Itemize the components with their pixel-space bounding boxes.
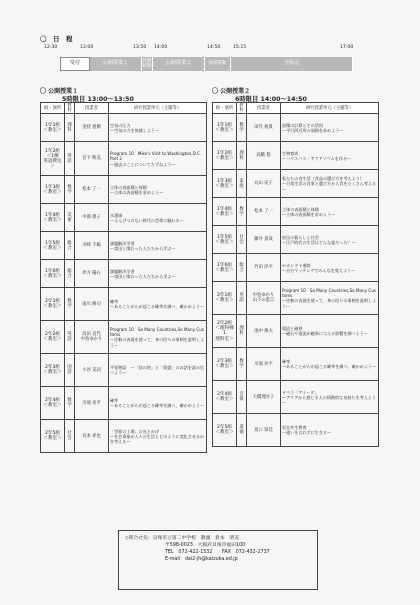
lesson-row [41,354,207,387]
teacher-cell: 高橋 悠 [247,142,281,170]
teacher-cell: 中澤 理子 [75,204,109,232]
contact-label: ◇問合せ先： [125,536,153,541]
teacher-cell: 川崎 千鶴 [75,232,109,260]
lesson-row [41,260,207,288]
lesson-row [41,142,207,176]
teacher-cell: 川端 亮平 [247,348,281,381]
class-cell: 1年5組 ＜教室＞ [213,226,237,254]
lesson-title-cell: 課題解決学習 ～富田と関わった人たちから学ぶ～ [109,260,207,288]
teacher-cell: 宮下 映美 [75,142,109,176]
schedule-block: 受付 [60,57,90,71]
class-cell: 2年2組 ＜理科棟1 理科室＞ [213,315,237,348]
right-lesson-table [212,102,379,447]
lesson-title-cell: 空気の圧力 ～空気の力を体感しよう～ [109,114,207,142]
class-cell: 2年5組 ＜教室＞ [41,420,65,453]
subject-cell: 数学 [237,348,247,381]
subject-cell: 数学 [65,387,75,420]
col-header: 教科 [237,103,247,114]
teacher-cell: 大橋理沙子 [247,381,281,414]
teacher-cell: 田代 裕貴 [247,114,281,142]
subject-cell: 社会 [237,226,247,254]
teacher-cell: 松本 了一 [75,176,109,204]
contact-school: 貝塚市立第二中学校 教頭 倉本 明美 [152,536,240,541]
lesson-row [213,170,379,198]
subject-cell: 英語 [65,142,75,176]
schedule-title: 〇 日 程 [40,35,73,43]
lesson-row [213,381,379,414]
lesson-title-cell: 平家物語 ～「扇の的」と「敦盛」のお話を読み比べよう～ [109,354,207,387]
lesson-title-cell: 私たちの食生活（食品の選び方を考えよう） ～日常生活の食事と選び方から食をたくさん考える～ [281,170,379,198]
subject-cell: 英語 [237,282,247,315]
class-cell: 2年3組 ＜教室＞ [213,348,237,381]
left-section-title: 〇 公開授業１ [40,88,79,95]
lesson-title-cell: Program 10 So Many Countries,So Many Customs ～比較の表現を使って、身の回りの事柄を説明しよう～ [109,321,207,354]
left-section-time: 5時限目 13:00～13:50 [62,96,134,103]
lesson-title-cell: 面積の計算とその活用 ～平行四辺形の面積を求めよう～ [281,114,379,142]
subject-cell: 数学 [65,288,75,321]
lesson-title-cell: 電流と磁界 ～磁石や電流が磁界に与える影響を調べよう～ [281,315,379,348]
class-cell: 1年4組 ＜教室＞ [41,204,65,232]
class-cell: 2年4組 ＜教室＞ [213,381,237,414]
left-lesson-table [40,102,207,453]
lesson-row [213,114,379,142]
schedule-block: 公開授業２ [153,57,205,71]
lesson-title-cell: Program 10 Mike's Visit to Washington,D.C. Part 2 ～過去のことについてたずねよう～ [109,142,207,176]
lesson-row [213,282,379,315]
right-section-time: 6時限目 14:00～14:50 [235,96,307,103]
lesson-row [41,176,207,204]
contact-tel-fax: TEL 072-422-1532 FAX 072-432-2737 [165,550,270,555]
time-label: 14:50 [207,45,221,50]
subject-cell: 数学 [237,114,247,142]
lesson-title-cell: セカンドト進路 ～自分マッチングでみんなを変えよう～ [281,254,379,282]
class-cell: 1年4組 ＜教室＞ [213,198,237,226]
class-cell: 1年1組 ＜教室＞ [213,114,237,142]
contact-address: 〒598-0023 大阪府貝塚市福田100 [165,543,246,548]
subject-cell: 美術 [65,204,75,232]
teacher-cell: 川端 亮平 [75,387,109,420]
class-cell: 2年1組 ＜教室＞ [213,282,237,315]
lesson-row [41,420,207,453]
class-cell: 2年1組 ＜教室＞ [41,288,65,321]
time-label: 14:00 [154,45,168,50]
teacher-cell: 竹田 洋平 [247,254,281,282]
lesson-row [213,348,379,381]
subject-cell: 英語 [65,321,75,354]
lesson-row [41,387,207,420]
lesson-title-cell: Program 10 So Many Countries,So Many Customs ～比較の表現を使って、身の回りの事柄を説明しよう～ [281,282,379,315]
teacher-cell: 小谷 美詞 [75,354,109,387]
lesson-title-cell: 「世界の工場」の光とかげ ～社会事象が人々の生活とどのように変化させるかを考える～ [109,420,207,453]
teacher-cell: 松本 了一 [247,198,281,226]
lesson-title-cell: 立体の表面積と体積 ～立体の表面積を求めよう～ [281,198,379,226]
subject-cell: 数学 [65,176,75,204]
teacher-cell: 高田 直代 中島ゆかり [75,321,109,354]
class-cell: 1年2組 ＜教室＞ [213,142,237,170]
subject-cell: 国語 [65,354,75,387]
right-section-title: 〇 公開授業２ [212,88,251,95]
subject-cell: 総合 [65,232,75,260]
schedule-band [60,57,353,71]
lesson-title-cell: 立体の表面積と体積 ～立体の表面積を求めよう～ [109,176,207,204]
lesson-row [213,142,379,170]
lesson-title-cell: 庶民の暮らしと社会 ～江戸時代の生活はどんな姿だった？～ [281,226,379,254]
col-header: 研究授業単元（主題等） [109,103,207,114]
subject-cell: 音楽 [237,381,247,414]
teacher-cell: 有本 祥也 [75,420,109,453]
lesson-row [213,226,379,254]
lesson-title-cell: 課題解決学習 ～富田と関わった人たちから学ぶ～ [109,232,207,260]
class-cell: 1年3組 ＜教室＞ [41,176,65,204]
time-label: 12:30 [44,45,58,50]
class-cell: 2年4組 ＜教室＞ [41,387,65,420]
schedule-block: 休憩移動 [205,57,231,71]
lesson-title-cell: 生物育成 ～ハウスバス・アクアリウムを作る～ [281,142,379,170]
lesson-row [213,414,379,447]
lesson-title-cell: オペラ「アイーダ」 ～アリアから感じる人の情熱的な気持ちを考えよう～ [281,381,379,414]
time-label: 15:15 [233,45,247,50]
teacher-cell: 南川 修司 [75,288,109,321]
lesson-row [213,198,379,226]
lesson-row [41,204,207,232]
contact-box [118,530,318,590]
teacher-cell: 池中 俊夫 [247,315,281,348]
subject-cell: 社会 [65,420,75,453]
class-cell: 1年6組 ＜教室＞ [213,254,237,282]
class-cell: 1年2組 ＜1棟 英語教室＞ [41,142,65,176]
class-cell: 2年5組 ＜教室＞ [213,414,237,447]
col-header: 授業者 [247,103,281,114]
teacher-cell: 坂口 知佳 [247,414,281,447]
col-header: 組・演所 [41,103,65,114]
lesson-row [213,315,379,348]
contact-email: E-mail dai2-jh@kaizuka.ed.jp [165,557,238,562]
lesson-row [41,114,207,142]
lesson-title-cell: 確率 ～あることがらが起こる確率を調べ、確かめよう～ [281,348,379,381]
col-header: 研究授業単元（主題等） [281,103,379,114]
subject-cell: 理科 [237,315,247,348]
lesson-title-cell: 確率 ～あることがらが起こる確率を調べ、確かめよう～ [109,288,207,321]
class-cell: 2年2組 ＜教室＞ [41,321,65,354]
subject-cell: 総合 [237,254,247,282]
class-cell: 1年1組 ＜教室＞ [41,114,65,142]
col-header: 組・演所 [213,103,237,114]
teacher-cell: 中島ゆかり 山下の恵言 [247,282,281,315]
teacher-cell: 丸山 史子 [247,170,281,198]
teacher-cell: 藤井 真哉 [247,226,281,254]
class-cell: 1年3組 ＜教室＞ [213,170,237,198]
class-cell: 1年5組 ＜教室＞ [41,232,65,260]
col-header: 授業者 [75,103,109,114]
subject-cell: 理科 [237,142,247,170]
subject-cell: 道徳 [237,414,247,447]
lesson-row [41,288,207,321]
class-cell: 2年3組 ＜教室＞ [41,354,65,387]
col-header: 教科 [65,103,75,114]
lesson-row [213,254,379,282]
subject-cell: 家庭 [237,170,247,198]
subject-cell: 数学 [237,198,247,226]
time-label: 17:00 [340,45,354,50]
time-label: 13:50 [133,45,147,50]
lesson-title-cell: 水墨画 ～えんぴつのない時代の芸術に触れる～ [109,204,207,232]
subject-cell: 理科 [65,114,75,142]
class-cell: 1年6組 ＜教室＞ [41,260,65,288]
subject-cell: 総合 [65,260,75,288]
lesson-row [41,321,207,354]
lesson-title-cell: 確率 ～あることがらが起こる確率を調べ、確かめよう～ [109,387,207,420]
lesson-title-cell: 男女共生教育 ～違いを言わずに生きる～ [281,414,379,447]
teacher-cell: 金持 恵樹 [75,114,109,142]
lesson-row [41,232,207,260]
time-label: 13:00 [80,45,94,50]
schedule-block: 全体会 [231,57,353,71]
schedule-block: 公開授業１ [90,57,142,71]
schedule-block: 休憩移動 [142,58,152,69]
teacher-cell: 坪方 陽右 [75,260,109,288]
